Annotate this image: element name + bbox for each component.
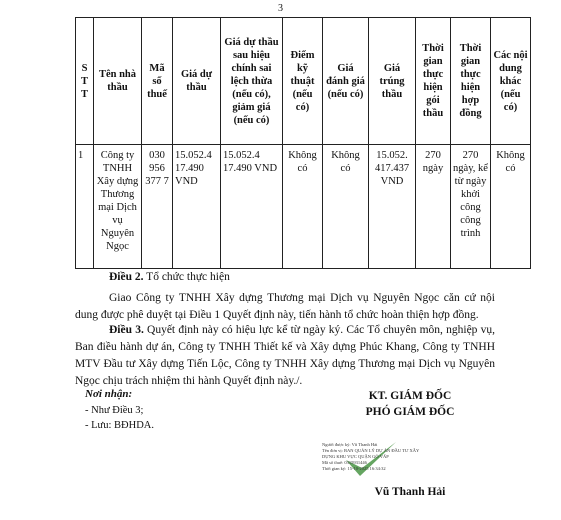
signer-name: Vũ Thanh Hải: [374, 486, 446, 498]
recipient-item: - Lưu: BĐHDA.: [85, 420, 154, 431]
col-header: Tên nhà thầu: [94, 18, 142, 145]
col-header: S T T: [76, 18, 94, 145]
article-3: [75, 322, 495, 390]
table-cell: 1: [76, 145, 94, 269]
recipient-item: - Như Điều 3;: [85, 405, 144, 416]
table-cell: Không có: [283, 145, 323, 269]
col-header: Giá dự thầu: [173, 18, 221, 145]
article-2-label: Điều 2.: [109, 271, 144, 283]
signature-title-1: KT. GIÁM ĐỐC: [368, 390, 452, 402]
digital-signature-stamp: [322, 440, 432, 480]
col-header: Điểm kỹ thuật (nếu có): [283, 18, 323, 145]
article-2-body: Giao Công ty TNHH Xây dựng Thương mại Dịch vụ Nguyên Ngọc căn cứ nội dung được phê duyệt tại Điều 1 Quyết định này, tiến hành tổ chức hoàn thiện hợp đồng.: [75, 292, 495, 321]
recipients-title: Nơi nhận:: [85, 388, 133, 400]
table-header-row: [76, 18, 531, 145]
bid-result-table: [75, 17, 531, 269]
page-number: 3: [278, 3, 283, 14]
col-header: Giá đánh giá (nếu có): [323, 18, 369, 145]
table-cell: Không có: [323, 145, 369, 269]
article-2-heading: [109, 269, 529, 286]
table-row: [76, 145, 531, 269]
col-header: Giá dự thầu sau hiệu chính sai lệch thừa (nếu có), giảm giá (nếu có): [221, 18, 283, 145]
table-cell: Không có: [491, 145, 531, 269]
table-cell: 270 ngày, kể từ ngày khởi công công trình: [451, 145, 491, 269]
col-header: Các nội dung khác (nếu có): [491, 18, 531, 145]
table-cell: Công ty TNHH Xây dựng Thương mại Dịch vụ Nguyên Ngọc: [94, 145, 142, 269]
table-cell: 270 ngày: [416, 145, 451, 269]
table-cell: 15.052. 417.437 VND: [369, 145, 416, 269]
stamp-line: Mã số thuế: 0315931446: [322, 460, 367, 465]
article-2-title: Tổ chức thực hiện: [143, 271, 230, 283]
stamp-line: Tên đơn vị: BAN QUẢN LÝ DỰ ÁN ĐẦU TƯ XÂY: [322, 448, 420, 453]
table-cell: 030 956 377 7: [142, 145, 173, 269]
article-3-label: Điều 3.: [109, 324, 144, 336]
stamp-line: Người được ký: Vũ Thanh Hải: [322, 442, 378, 447]
table-cell: 15.052.4 17.490 VND: [221, 145, 283, 269]
table-cell: 15.052.4 17.490 VND: [173, 145, 221, 269]
stamp-line: Thời gian ký: 15-10-2025 16:34:32: [322, 466, 386, 471]
col-header: Giá trúng thầu: [369, 18, 416, 145]
col-header: Thời gian thực hiện hợp đồng: [451, 18, 491, 145]
article-3-body: Quyết định này có hiệu lực kể từ ngày ký. Các Tổ chuyên môn, nghiệp vụ, Ban điều hành dự án, Công ty TNHH Thiết kế và Xây dựng Phúc Khang, Công ty TNHH MTV Đầu tư Xây dựng Tiến Lộc, Công ty TNHH Xây dựng Thương mại Dịch vụ Nguyên Ngọc chịu trách nhiệm thi hành Quyết định này./.: [75, 324, 496, 387]
col-header: Thời gian thực hiện gói thầu: [416, 18, 451, 145]
signature-title-2: PHÓ GIÁM ĐỐC: [365, 406, 455, 418]
stamp-line: DỰNG KHU VỰC QUẬN GÒ VẤP: [322, 454, 389, 459]
col-header: Mã số thuế: [142, 18, 173, 145]
